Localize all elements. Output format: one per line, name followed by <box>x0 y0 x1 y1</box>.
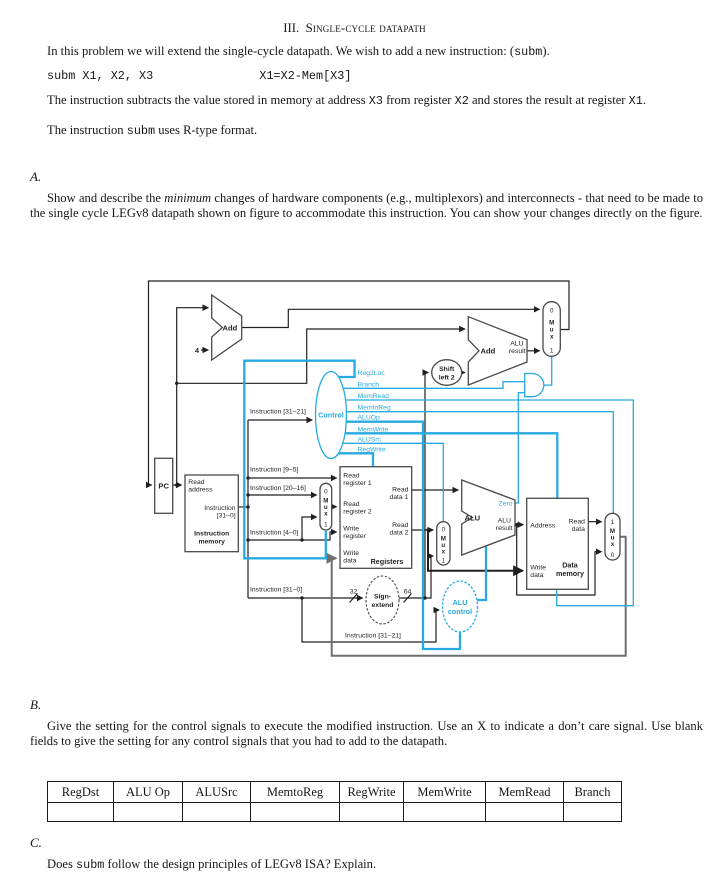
section-number: III. <box>283 21 300 35</box>
signext-label-2: extend <box>371 602 394 609</box>
regs-wd-label-1: Write <box>343 550 360 557</box>
shift-label-1: Shift <box>439 366 455 373</box>
datapath-figure <box>0 270 709 670</box>
section-c-paragraph <box>30 857 703 873</box>
register-file <box>340 467 412 569</box>
col-header-regdst: RegDst <box>61 784 100 799</box>
col-header-memtoreg: MemtoReg <box>250 782 339 802</box>
col-header-regwrite: RegWrite <box>339 782 403 802</box>
mux-input-0: 0 <box>324 488 328 496</box>
shift-left-2 <box>432 360 462 386</box>
mux-letter: u <box>549 326 554 334</box>
alusrc-mux <box>437 522 450 565</box>
regs-rd1-label-2: data 1 <box>389 494 409 501</box>
shift-label-2: left 2 <box>438 374 455 382</box>
instr-9-5-label: Instruction [9–5] <box>250 466 299 474</box>
mux-input-0: 0 <box>610 552 615 559</box>
inline-code: X3 <box>368 94 383 108</box>
answer-cell-memtoreg[interactable] <box>250 803 339 821</box>
signal-memread: MemRead <box>357 393 389 400</box>
imem-name-1: Instruction <box>194 530 230 538</box>
sign-extend <box>350 576 412 624</box>
intro-paragraph <box>30 44 703 60</box>
page-title <box>0 21 709 36</box>
dmem-wd-label-2: data <box>530 572 544 579</box>
instr-31-21-label: Instruction [31–21] <box>250 408 306 416</box>
signal-alusrc: ALUSrc <box>357 436 381 444</box>
branch-add-result-label-1: ALU <box>510 340 524 348</box>
col-header-memwrite: MemWrite <box>403 782 485 802</box>
mux-letter: u <box>441 542 446 549</box>
regs-wr-label-1: Write <box>343 525 360 533</box>
signext-width-32: 32 <box>349 588 358 596</box>
mux-letter: M <box>323 497 329 505</box>
dmem-rd-label-2: data <box>571 526 585 533</box>
control-label: Control <box>318 410 344 420</box>
regs-rd1-label-1: Read <box>392 486 409 494</box>
regs-rd2-label-1: Read <box>392 522 409 529</box>
inline-code: X2 <box>454 94 469 108</box>
instr-20-16-label: Instruction [20–16] <box>250 485 306 492</box>
text-run: The instruction subtracts the value stored in memory at address <box>47 93 369 107</box>
section-c-label: C. <box>30 835 42 850</box>
inline-code: X1 <box>628 94 643 108</box>
inline-code: subm <box>126 124 156 138</box>
mux-letter: M <box>609 528 616 535</box>
dmem-wd-label-1: Write <box>530 564 547 572</box>
add-label: Add <box>222 323 238 333</box>
mux-letter: u <box>610 534 615 542</box>
emphasis-text: minimum <box>164 191 212 205</box>
mux-input-1: 1 <box>324 521 328 529</box>
text-run: ). <box>542 44 550 58</box>
signal-memtoreg: MemtoReg <box>357 404 391 412</box>
mux-letter: M <box>549 319 555 327</box>
control-signal-table <box>47 781 622 822</box>
signal-regwrite: RegWrite <box>357 446 386 454</box>
table-answer-row <box>48 802 621 821</box>
reg2loc-mux <box>320 483 332 530</box>
section-a-label: A. <box>30 169 42 184</box>
section-b-label: B. <box>30 697 42 712</box>
instr-31-21-bottom-label: Instruction [31–21] <box>345 632 401 640</box>
answer-cell-regwrite[interactable] <box>339 803 403 821</box>
text-run: changes of hardware components (e.g., multiplexors) and interconnects - that need to be made to the single cycle LEGv8 datapath shown on figure to accommodate this instruction. You can show your changes directly on the figure. <box>30 191 703 220</box>
branch-add-label: Add <box>480 346 496 356</box>
alu-result-label-2: result <box>495 525 513 532</box>
signal-memwrite: MemWrite <box>357 426 389 434</box>
data-memory <box>527 498 589 589</box>
dmem-rd-label-1: Read <box>568 518 585 526</box>
text-run: In this problem we will extend the single-cycle datapath. We wish to add a new instruction: ( <box>47 44 515 58</box>
description-paragraph <box>30 93 703 109</box>
pcsrc-mux <box>543 302 560 357</box>
text-run: The instruction <box>47 123 127 137</box>
text-run: follow the design principles of LEGv8 ISA? Explain. <box>104 857 377 871</box>
text-run: uses R-type format. <box>155 123 258 137</box>
imem-range-label: [31–0] <box>216 512 236 520</box>
alu-control <box>443 581 478 632</box>
regs-rr1-label-2: register 1 <box>343 480 372 487</box>
mux-input-0: 0 <box>549 307 554 315</box>
mux-input-1: 1 <box>610 519 615 526</box>
inline-code: subm <box>514 45 543 59</box>
mux-input-1: 1 <box>549 347 554 355</box>
regs-name: Registers <box>370 557 404 566</box>
instr-4-0-label: Instruction [4–0] <box>250 529 299 537</box>
answer-cell-branch[interactable] <box>563 803 621 821</box>
text-run: Does <box>47 857 77 871</box>
branch-adder <box>468 317 527 385</box>
col-header-branch: Branch <box>563 782 621 802</box>
signal-reg2loc: Reg2Loc <box>357 370 385 377</box>
mux-input-0: 0 <box>441 526 446 534</box>
aluctl-label-2: control <box>447 607 473 616</box>
instr-31-0-label: Instruction [31–0] <box>250 586 303 594</box>
branch-add-result-label-2: result <box>508 348 526 355</box>
regs-wr-label-2: register <box>343 533 366 540</box>
mux-letter: x <box>324 510 328 518</box>
mux-input-1: 1 <box>441 557 446 565</box>
dmem-name-2: memory <box>556 569 584 578</box>
answer-cell-alusrc[interactable] <box>182 803 250 821</box>
col-header-aluop: ALU Op <box>113 782 182 802</box>
signal-branch: Branch <box>357 381 380 389</box>
signext-width-64: 64 <box>403 588 412 596</box>
regs-wd-label-2: data <box>343 557 357 565</box>
signext-label-1: Sign- <box>374 593 391 601</box>
text-run: . <box>642 93 646 107</box>
table-header-row <box>48 782 621 802</box>
instruction-code-line: subm X1, X2, X3 X1=X2-Mem[X3] <box>47 69 352 83</box>
regs-rr1-label-1: Read <box>343 472 360 480</box>
signal-aluop: ALUOp <box>357 414 380 422</box>
section-a-paragraph <box>30 191 703 221</box>
regs-rr2-label-1: Read <box>343 501 360 508</box>
constant-4-label: 4 <box>195 345 199 355</box>
text-run: Show and describe the <box>47 191 165 205</box>
answer-cell-memwrite[interactable] <box>403 803 485 821</box>
col-header-alusrc: ALUSrc <box>182 782 250 802</box>
mux-letter: x <box>549 333 554 341</box>
imem-address-label: address <box>188 486 213 494</box>
section-b-paragraph: Give the setting for the control signals to execute the modified instruction. Use an X to indicate a don’t care signal. Use blank fields to give the setting for any control signals that you had to add to the datapath. <box>30 719 703 748</box>
alu-result-label-1: ALU <box>497 517 511 525</box>
mux-letter: M <box>440 535 446 543</box>
regs-rr2-label-2: register 2 <box>343 508 372 516</box>
mux-letter: u <box>323 504 328 511</box>
pc-label: PC <box>158 481 169 491</box>
regs-rd2-label-2: data 2 <box>389 529 409 537</box>
instruction-memory <box>185 475 238 552</box>
answer-cell-aluop[interactable] <box>113 803 182 821</box>
imem-read-label: Read <box>188 479 205 486</box>
pc-register <box>155 458 173 513</box>
dmem-address-label: Address <box>530 522 556 530</box>
alu <box>462 480 515 555</box>
answer-cell-regdst[interactable] <box>48 803 113 821</box>
imem-instruction-label: Instruction <box>204 505 236 512</box>
mux-letter: x <box>610 541 615 548</box>
alu-label: ALU <box>464 513 481 523</box>
control-unit <box>316 370 391 459</box>
text-run: from register <box>382 93 455 107</box>
branch-and-gate <box>525 374 544 397</box>
memtoreg-mux <box>605 513 620 560</box>
alu-zero-label: Zero <box>498 500 513 508</box>
dmem-name-1: Data <box>562 560 578 570</box>
inline-code: subm <box>76 858 105 872</box>
col-header-memread: MemRead <box>485 782 563 802</box>
section-title-text: Single-cycle datapath <box>305 21 426 35</box>
aluctl-label-1: ALU <box>452 598 468 607</box>
format-paragraph <box>30 123 703 139</box>
imem-name-2: memory <box>198 538 225 546</box>
mux-letter: x <box>441 548 446 556</box>
answer-cell-memread[interactable] <box>485 803 563 821</box>
text-run: and stores the result at register <box>468 93 629 107</box>
